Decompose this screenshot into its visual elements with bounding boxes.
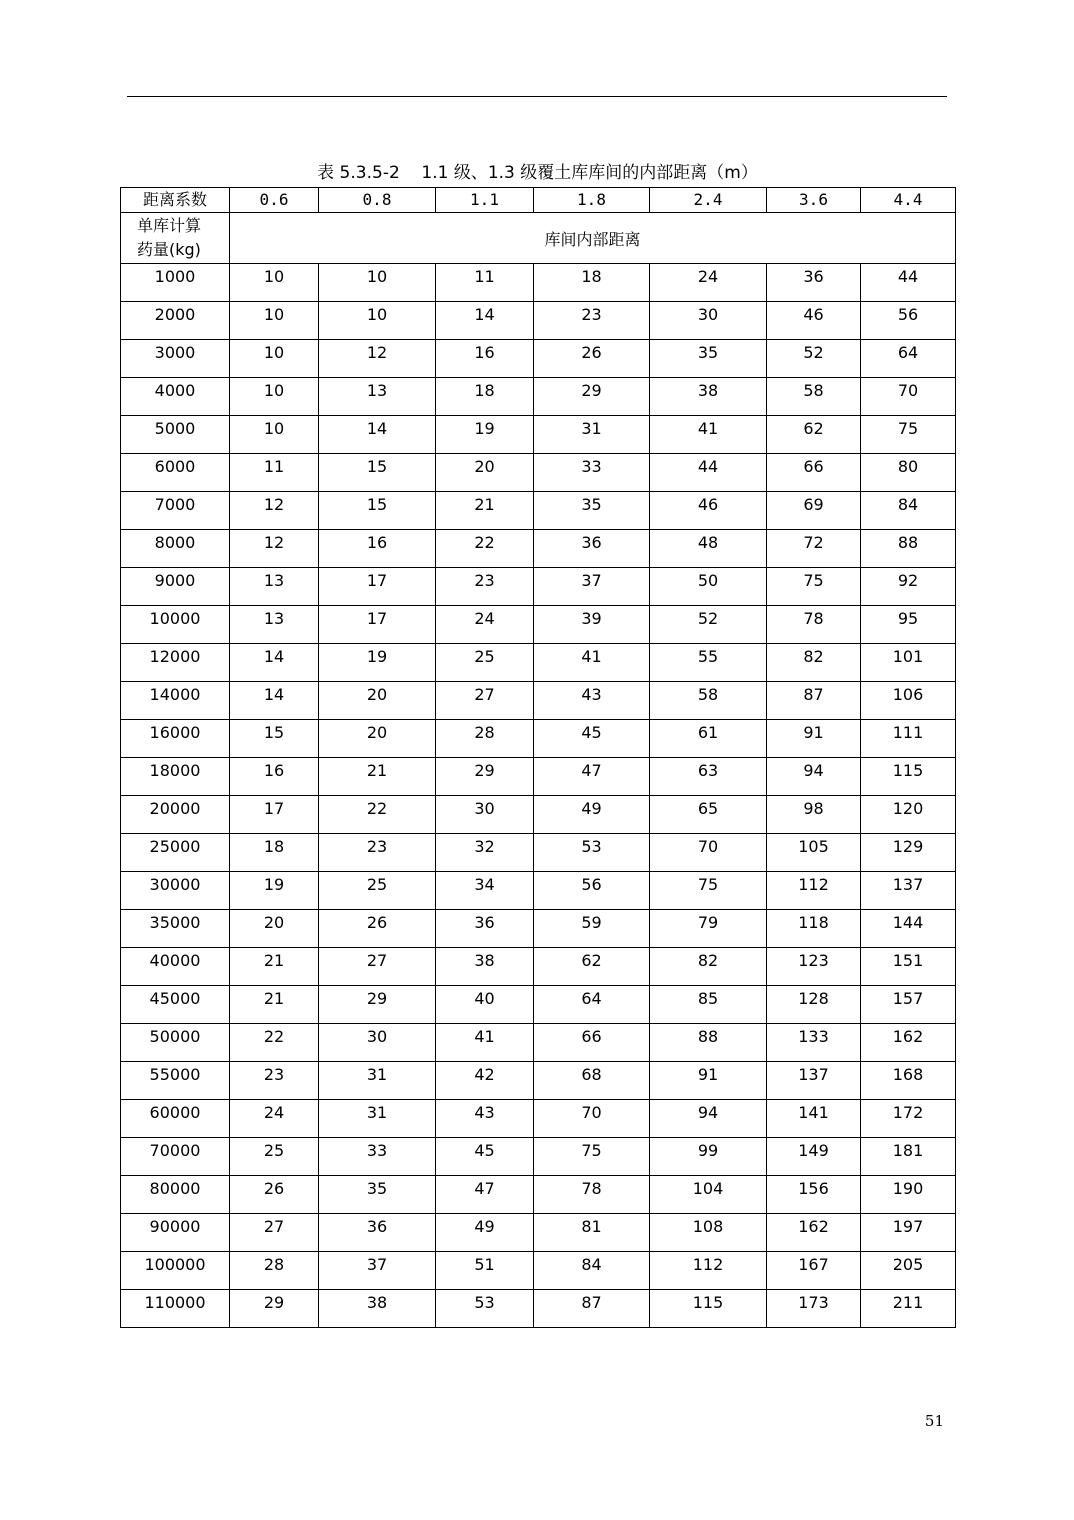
distance-cell: 31 [534,416,650,454]
distance-cell: 30 [436,796,534,834]
distance-cell: 15 [319,492,436,530]
distance-cell: 87 [534,1290,650,1328]
distance-cell: 10 [319,264,436,302]
distance-cell: 104 [650,1176,767,1214]
distance-cell: 41 [650,416,767,454]
distance-table [120,187,956,1328]
distance-cell: 38 [436,948,534,986]
distance-cell: 27 [436,682,534,720]
distance-cell: 157 [861,986,956,1024]
mass-cell: 110000 [121,1290,230,1328]
mass-cell: 70000 [121,1138,230,1176]
distance-cell: 10 [230,416,319,454]
distance-cell: 52 [650,606,767,644]
distance-cell: 167 [767,1252,861,1290]
distance-cell: 64 [534,986,650,1024]
distance-cell: 162 [767,1214,861,1252]
distance-cell: 88 [650,1024,767,1062]
coefficient-header-row [121,188,956,213]
distance-cell: 13 [230,606,319,644]
table-row [121,264,956,302]
table-body [121,188,956,1328]
distance-cell: 11 [436,264,534,302]
distance-cell: 75 [861,416,956,454]
table-row [121,1214,956,1252]
distance-cell: 16 [319,530,436,568]
distance-cell: 141 [767,1100,861,1138]
distance-cell: 106 [861,682,956,720]
coef-cell: 0.8 [319,188,436,213]
distance-cell: 51 [436,1252,534,1290]
table-row [121,682,956,720]
distance-cell: 16 [436,340,534,378]
mass-cell: 14000 [121,682,230,720]
distance-cell: 23 [319,834,436,872]
span-label: 库间内部距离 [230,213,956,264]
distance-cell: 123 [767,948,861,986]
distance-cell: 88 [861,530,956,568]
mass-cell: 25000 [121,834,230,872]
distance-cell: 38 [319,1290,436,1328]
distance-cell: 22 [230,1024,319,1062]
coef-label: 距离系数 [121,188,230,213]
mass-cell: 55000 [121,1062,230,1100]
distance-cell: 82 [650,948,767,986]
distance-cell: 35 [319,1176,436,1214]
table-row [121,948,956,986]
distance-cell: 112 [650,1252,767,1290]
table-row [121,1176,956,1214]
distance-cell: 14 [319,416,436,454]
distance-cell: 98 [767,796,861,834]
table-row [121,606,956,644]
distance-cell: 64 [861,340,956,378]
table-row [121,340,956,378]
distance-cell: 44 [861,264,956,302]
distance-cell: 36 [436,910,534,948]
distance-cell: 70 [534,1100,650,1138]
distance-cell: 137 [767,1062,861,1100]
distance-cell: 45 [534,720,650,758]
coef-cell: 1.1 [436,188,534,213]
mass-cell: 20000 [121,796,230,834]
distance-cell: 15 [319,454,436,492]
distance-cell: 21 [230,986,319,1024]
distance-cell: 79 [650,910,767,948]
distance-cell: 172 [861,1100,956,1138]
distance-cell: 10 [230,264,319,302]
table-row [121,644,956,682]
distance-cell: 47 [436,1176,534,1214]
mass-cell: 3000 [121,340,230,378]
mass-cell: 5000 [121,416,230,454]
mass-cell: 16000 [121,720,230,758]
distance-cell: 18 [436,378,534,416]
distance-cell: 12 [319,340,436,378]
distance-cell: 56 [861,302,956,340]
distance-cell: 28 [230,1252,319,1290]
distance-cell: 27 [319,948,436,986]
distance-cell: 62 [534,948,650,986]
distance-cell: 23 [230,1062,319,1100]
distance-cell: 29 [319,986,436,1024]
distance-cell: 20 [436,454,534,492]
distance-cell: 129 [861,834,956,872]
distance-cell: 32 [436,834,534,872]
mass-cell: 80000 [121,1176,230,1214]
distance-cell: 72 [767,530,861,568]
distance-cell: 21 [230,948,319,986]
mass-cell: 35000 [121,910,230,948]
distance-cell: 137 [861,872,956,910]
distance-cell: 52 [767,340,861,378]
distance-cell: 75 [767,568,861,606]
distance-cell: 111 [861,720,956,758]
header-rule [127,96,947,97]
distance-cell: 75 [650,872,767,910]
distance-cell: 24 [230,1100,319,1138]
distance-cell: 91 [650,1062,767,1100]
mass-cell: 18000 [121,758,230,796]
distance-cell: 70 [861,378,956,416]
distance-cell: 81 [534,1214,650,1252]
distance-cell: 94 [650,1100,767,1138]
distance-cell: 53 [534,834,650,872]
distance-cell: 62 [767,416,861,454]
distance-cell: 58 [767,378,861,416]
distance-cell: 12 [230,492,319,530]
distance-cell: 27 [230,1214,319,1252]
distance-cell: 87 [767,682,861,720]
distance-cell: 84 [534,1252,650,1290]
mass-cell: 60000 [121,1100,230,1138]
distance-cell: 63 [650,758,767,796]
distance-cell: 24 [436,606,534,644]
coef-cell: 1.8 [534,188,650,213]
distance-cell: 66 [534,1024,650,1062]
distance-cell: 48 [650,530,767,568]
distance-cell: 95 [861,606,956,644]
distance-cell: 94 [767,758,861,796]
distance-cell: 101 [861,644,956,682]
distance-cell: 23 [436,568,534,606]
distance-cell: 44 [650,454,767,492]
distance-cell: 144 [861,910,956,948]
distance-cell: 17 [230,796,319,834]
distance-cell: 10 [230,378,319,416]
distance-cell: 168 [861,1062,956,1100]
distance-cell: 43 [534,682,650,720]
distance-cell: 91 [767,720,861,758]
distance-cell: 13 [230,568,319,606]
distance-cell: 41 [534,644,650,682]
table-row [121,1062,956,1100]
table-row [121,568,956,606]
coef-cell: 4.4 [861,188,956,213]
distance-cell: 65 [650,796,767,834]
coef-cell: 3.6 [767,188,861,213]
table-row [121,1290,956,1328]
distance-cell: 36 [534,530,650,568]
page-number: 51 [924,1412,944,1430]
distance-cell: 25 [230,1138,319,1176]
table-row [121,378,956,416]
mass-cell: 6000 [121,454,230,492]
distance-cell: 25 [436,644,534,682]
distance-cell: 112 [767,872,861,910]
distance-cell: 10 [230,302,319,340]
distance-cell: 92 [861,568,956,606]
distance-cell: 29 [436,758,534,796]
distance-cell: 14 [230,682,319,720]
distance-cell: 50 [650,568,767,606]
distance-cell: 30 [319,1024,436,1062]
mass-header-row [121,213,956,264]
mass-cell: 9000 [121,568,230,606]
distance-cell: 16 [230,758,319,796]
distance-cell: 46 [767,302,861,340]
mass-cell: 10000 [121,606,230,644]
distance-cell: 21 [436,492,534,530]
mass-cell: 90000 [121,1214,230,1252]
mass-cell: 8000 [121,530,230,568]
table-row [121,1024,956,1062]
mass-cell: 50000 [121,1024,230,1062]
distance-cell: 211 [861,1290,956,1328]
table-row [121,834,956,872]
distance-cell: 47 [534,758,650,796]
table-row [121,416,956,454]
distance-cell: 69 [767,492,861,530]
distance-cell: 49 [534,796,650,834]
table-row [121,758,956,796]
distance-cell: 118 [767,910,861,948]
distance-cell: 75 [534,1138,650,1176]
mass-cell: 7000 [121,492,230,530]
table-row [121,986,956,1024]
distance-cell: 25 [319,872,436,910]
distance-cell: 10 [319,302,436,340]
distance-cell: 59 [534,910,650,948]
distance-cell: 31 [319,1062,436,1100]
distance-cell: 11 [230,454,319,492]
distance-cell: 115 [650,1290,767,1328]
distance-cell: 43 [436,1100,534,1138]
distance-cell: 151 [861,948,956,986]
mass-cell: 40000 [121,948,230,986]
distance-cell: 15 [230,720,319,758]
coef-cell: 0.6 [230,188,319,213]
distance-cell: 14 [230,644,319,682]
distance-cell: 37 [534,568,650,606]
distance-cell: 105 [767,834,861,872]
distance-cell: 22 [319,796,436,834]
distance-cell: 28 [436,720,534,758]
mass-cell: 1000 [121,264,230,302]
distance-cell: 26 [319,910,436,948]
table-row [121,872,956,910]
distance-cell: 68 [534,1062,650,1100]
table-row [121,910,956,948]
distance-cell: 22 [436,530,534,568]
table-title: 表 5.3.5-2 1.1 级、1.3 级覆土库库间的内部距离（m） [317,163,758,183]
distance-cell: 20 [319,682,436,720]
distance-cell: 12 [230,530,319,568]
distance-cell: 49 [436,1214,534,1252]
distance-cell: 17 [319,568,436,606]
distance-cell: 36 [767,264,861,302]
distance-cell: 35 [534,492,650,530]
mass-cell: 100000 [121,1252,230,1290]
distance-cell: 42 [436,1062,534,1100]
distance-cell: 21 [319,758,436,796]
distance-cell: 26 [230,1176,319,1214]
distance-cell: 190 [861,1176,956,1214]
distance-cell: 38 [650,378,767,416]
distance-cell: 85 [650,986,767,1024]
distance-cell: 33 [319,1138,436,1176]
distance-cell: 108 [650,1214,767,1252]
distance-cell: 13 [319,378,436,416]
distance-cell: 61 [650,720,767,758]
distance-cell: 115 [861,758,956,796]
distance-cell: 20 [230,910,319,948]
distance-cell: 149 [767,1138,861,1176]
table-row [121,1252,956,1290]
distance-cell: 41 [436,1024,534,1062]
distance-cell: 37 [319,1252,436,1290]
table-row [121,530,956,568]
mass-label-line1: 单库计算 [137,216,202,235]
distance-cell: 84 [861,492,956,530]
distance-cell: 40 [436,986,534,1024]
distance-cell: 80 [861,454,956,492]
distance-cell: 29 [534,378,650,416]
table-row [121,796,956,834]
distance-cell: 24 [650,264,767,302]
distance-cell: 34 [436,872,534,910]
distance-cell: 156 [767,1176,861,1214]
distance-cell: 29 [230,1290,319,1328]
mass-cell: 4000 [121,378,230,416]
distance-cell: 70 [650,834,767,872]
distance-cell: 78 [767,606,861,644]
distance-cell: 78 [534,1176,650,1214]
table-row [121,492,956,530]
table-row [121,302,956,340]
distance-cell: 46 [650,492,767,530]
distance-cell: 133 [767,1024,861,1062]
table-row [121,1100,956,1138]
distance-cell: 35 [650,340,767,378]
mass-label-line2: 药量(kg) [137,240,201,259]
coef-cell: 2.4 [650,188,767,213]
distance-cell: 17 [319,606,436,644]
distance-cell: 45 [436,1138,534,1176]
distance-cell: 173 [767,1290,861,1328]
distance-cell: 82 [767,644,861,682]
mass-cell: 45000 [121,986,230,1024]
distance-cell: 19 [319,644,436,682]
mass-label [121,213,230,264]
distance-cell: 66 [767,454,861,492]
table-row [121,720,956,758]
distance-cell: 56 [534,872,650,910]
mass-cell: 12000 [121,644,230,682]
distance-cell: 39 [534,606,650,644]
distance-cell: 55 [650,644,767,682]
distance-cell: 162 [861,1024,956,1062]
distance-cell: 14 [436,302,534,340]
distance-cell: 30 [650,302,767,340]
distance-cell: 128 [767,986,861,1024]
distance-cell: 20 [319,720,436,758]
distance-cell: 19 [436,416,534,454]
mass-cell: 30000 [121,872,230,910]
distance-cell: 31 [319,1100,436,1138]
distance-cell: 18 [230,834,319,872]
distance-cell: 26 [534,340,650,378]
distance-cell: 205 [861,1252,956,1290]
distance-cell: 19 [230,872,319,910]
distance-cell: 10 [230,340,319,378]
distance-cell: 23 [534,302,650,340]
distance-cell: 120 [861,796,956,834]
distance-cell: 181 [861,1138,956,1176]
distance-cell: 53 [436,1290,534,1328]
distance-cell: 58 [650,682,767,720]
mass-cell: 2000 [121,302,230,340]
distance-cell: 36 [319,1214,436,1252]
table-row [121,1138,956,1176]
table-row [121,454,956,492]
distance-cell: 99 [650,1138,767,1176]
distance-cell: 33 [534,454,650,492]
distance-cell: 18 [534,264,650,302]
distance-cell: 197 [861,1214,956,1252]
